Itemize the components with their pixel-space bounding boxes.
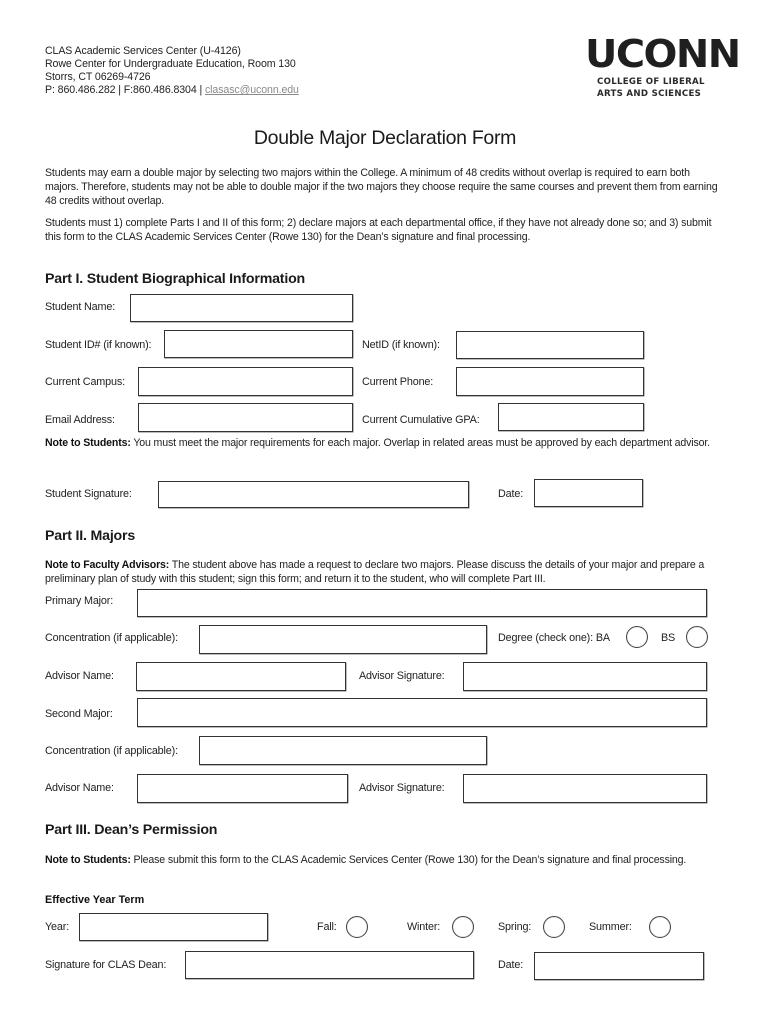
spring-radio[interactable] bbox=[543, 916, 565, 938]
student-signature-label: Student Signature: bbox=[45, 488, 132, 500]
phone-fax: P: 860.486.282 | F:860.486.8304 | bbox=[45, 84, 205, 96]
student-date-field[interactable] bbox=[534, 479, 643, 507]
second-major-field[interactable] bbox=[137, 698, 707, 727]
advisor-signature-1-field[interactable] bbox=[463, 662, 707, 691]
part2-heading: Part II. Majors bbox=[45, 528, 136, 544]
contact-line bbox=[45, 84, 299, 97]
uconn-logo bbox=[585, 32, 740, 100]
logo-subtitle-2: ARTS AND SCIENCES bbox=[597, 89, 702, 99]
spring-label: Spring: bbox=[498, 921, 532, 933]
student-name-label: Student Name: bbox=[45, 301, 116, 313]
part2-note bbox=[45, 558, 735, 586]
part1-heading: Part I. Student Biographical Information bbox=[45, 271, 306, 287]
summer-label: Summer: bbox=[589, 921, 632, 933]
primary-major-label: Primary Major: bbox=[45, 595, 114, 607]
email-link[interactable]: clasasc@uconn.edu bbox=[204, 84, 299, 96]
concentration-1-label: Concentration (if applicable): bbox=[45, 632, 178, 644]
advisor-name-2-field[interactable] bbox=[137, 774, 348, 803]
note-label: Note to Students: bbox=[45, 437, 131, 449]
advisor-name-2-label: Advisor Name: bbox=[45, 782, 114, 794]
dean-signature-label: Signature for CLAS Dean: bbox=[45, 959, 167, 971]
part3-note bbox=[45, 853, 725, 867]
address-line: CLAS Academic Services Center (U-4126) bbox=[45, 45, 241, 57]
winter-radio[interactable] bbox=[452, 916, 474, 938]
logo-subtitle-1: COLLEGE OF LIBERAL bbox=[597, 77, 705, 87]
advisor-name-1-field[interactable] bbox=[136, 662, 346, 691]
advisor-signature-1-label: Advisor Signature: bbox=[359, 670, 445, 682]
year-field[interactable] bbox=[79, 913, 268, 941]
part1-note bbox=[45, 436, 725, 450]
address-line: Rowe Center for Undergraduate Education, Room 130 bbox=[45, 58, 296, 70]
advisor-name-1-label: Advisor Name: bbox=[45, 670, 114, 682]
dean-signature-field[interactable] bbox=[185, 951, 474, 979]
address-line: Storrs, CT 06269-4726 bbox=[45, 71, 151, 83]
summer-radio[interactable] bbox=[649, 916, 671, 938]
campus-field[interactable] bbox=[138, 367, 353, 396]
note-text: The student above has made a request to declare two majors. Please discuss the details of your major and prepare a preliminary plan of study with this student; sign this form; and return it to the student, who will complete Part III. bbox=[45, 559, 705, 585]
effective-term-heading: Effective Year Term bbox=[45, 894, 145, 906]
degree-ba-radio[interactable] bbox=[626, 626, 648, 648]
dean-date-label: Date: bbox=[498, 959, 524, 971]
intro-paragraph-2: Students must 1) complete Parts I and II of this form; 2) declare majors at each departmental office, if they have not already done so; and 3) submit this form to the CLAS Academic Services Center (Rowe 130) for the Dean’s signature and final processing. bbox=[45, 217, 712, 243]
gpa-label: Current Cumulative GPA: bbox=[362, 414, 480, 426]
second-major-label: Second Major: bbox=[45, 708, 113, 720]
degree-bs-label: BS bbox=[661, 632, 676, 644]
phone-label: Current Phone: bbox=[362, 376, 434, 388]
phone-field[interactable] bbox=[456, 367, 644, 396]
fall-radio[interactable] bbox=[346, 916, 368, 938]
note-label: Note to Students: bbox=[45, 854, 131, 866]
gpa-field[interactable] bbox=[498, 403, 644, 431]
degree-label: Degree (check one): BA bbox=[498, 632, 610, 644]
student-id-field[interactable] bbox=[164, 330, 353, 358]
degree-bs-radio[interactable] bbox=[686, 626, 708, 648]
netid-label: NetID (if known): bbox=[362, 339, 440, 351]
campus-label: Current Campus: bbox=[45, 376, 125, 388]
note-label: Note to Faculty Advisors: bbox=[45, 559, 170, 571]
note-text: You must meet the major requirements for each major. Overlap in related areas must be approved by each department advisor. bbox=[130, 437, 710, 449]
page-title: Double Major Declaration Form bbox=[253, 127, 517, 149]
dean-date-field[interactable] bbox=[534, 952, 704, 980]
concentration-2-field[interactable] bbox=[199, 736, 487, 765]
winter-label: Winter: bbox=[407, 921, 441, 933]
fall-label: Fall: bbox=[317, 921, 337, 933]
student-date-label: Date: bbox=[498, 488, 524, 500]
netid-field[interactable] bbox=[456, 331, 644, 359]
student-name-field[interactable] bbox=[130, 294, 353, 322]
intro-paragraph-1: Students may earn a double major by selecting two majors within the College. A minimum of 48 credits without overlap is required to earn both majors. Therefore, students may not be able to double major if the two majors they choose require the same courses and prevent them from earning 48 credits without overlap. bbox=[45, 167, 718, 207]
advisor-signature-2-field[interactable] bbox=[463, 774, 707, 803]
office-address bbox=[45, 45, 299, 97]
primary-major-field[interactable] bbox=[137, 589, 707, 617]
advisor-signature-2-label: Advisor Signature: bbox=[359, 782, 445, 794]
year-label: Year: bbox=[45, 921, 70, 933]
email-label: Email Address: bbox=[45, 414, 115, 426]
note-text: Please submit this form to the CLAS Academic Services Center (Rowe 130) for the Dean’s signature and final processing. bbox=[130, 854, 687, 866]
email-field[interactable] bbox=[138, 403, 353, 432]
student-signature-field[interactable] bbox=[158, 481, 469, 508]
student-id-label: Student ID# (if known): bbox=[45, 339, 152, 351]
part3-heading: Part III. Dean’s Permission bbox=[45, 822, 218, 838]
concentration-1-field[interactable] bbox=[199, 625, 487, 654]
concentration-2-label: Concentration (if applicable): bbox=[45, 745, 178, 757]
logo-wordmark: UCONN bbox=[585, 32, 740, 76]
